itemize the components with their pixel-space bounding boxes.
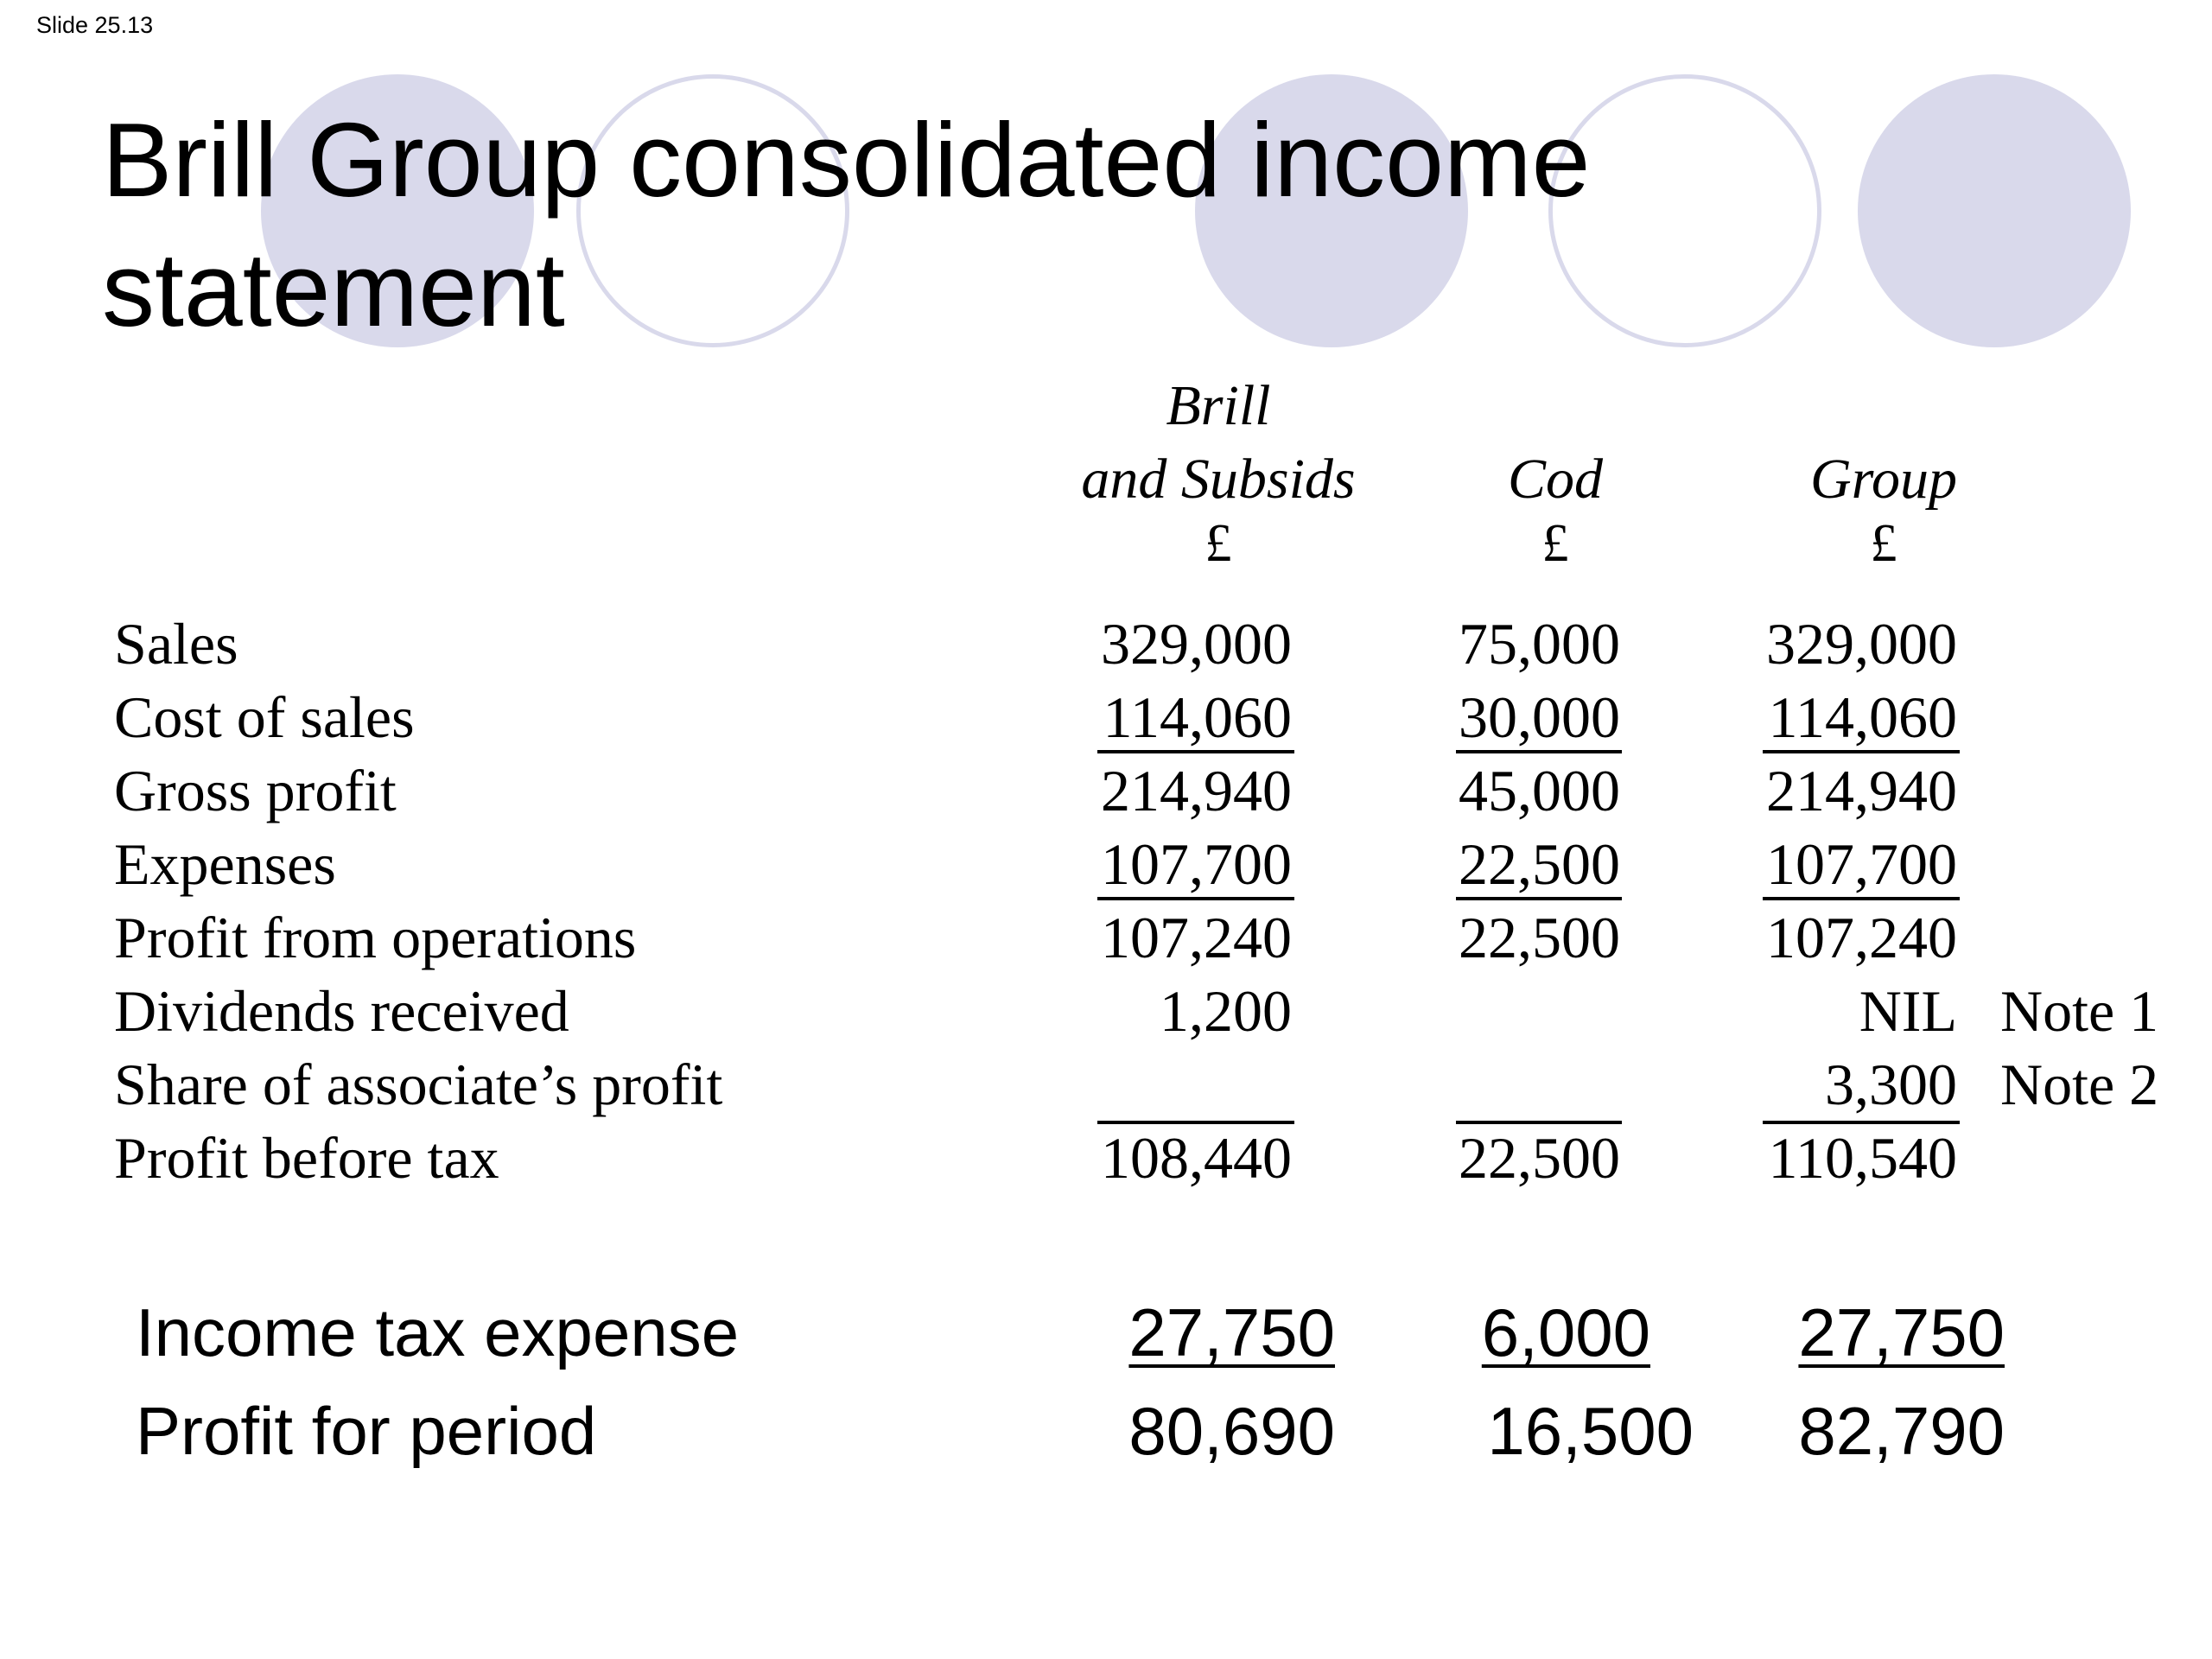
column-heading-cod: Cod (1507, 448, 1604, 511)
row-label: Cost of sales (114, 684, 415, 750)
subtotal-rule (1763, 750, 1960, 753)
row-label: Dividends received (114, 978, 569, 1044)
table-cell: 114,060 (1103, 684, 1292, 750)
table-cell: 30,000 (1459, 684, 1620, 750)
row-label: Share of associate’s profit (114, 1052, 723, 1117)
column-heading-brill-line2: and Subsids (1081, 448, 1356, 511)
subtotal-rule (1097, 897, 1294, 900)
column-heading-brill-line1: Brill (1166, 374, 1271, 437)
summary-cell (1046, 1291, 1335, 1374)
row-label: Profit from operations (114, 905, 637, 970)
note-label: Note 1 (2000, 978, 2159, 1044)
table-cell: 45,000 (1459, 758, 1620, 823)
decorative-circle-5 (1858, 74, 2131, 347)
table-cell: 1,200 (1160, 978, 1292, 1044)
row-label: Gross profit (114, 758, 397, 823)
subtotal-rule (1763, 897, 1960, 900)
subtotal-rule (1097, 750, 1294, 753)
summary-label: Income tax expense (136, 1294, 740, 1370)
table-cell: 214,940 (1766, 758, 1957, 823)
table-cell: 214,940 (1101, 758, 1292, 823)
table-cell: NIL (1859, 978, 1957, 1044)
table-cell: 108,440 (1101, 1125, 1292, 1191)
table-cell: 107,240 (1766, 905, 1957, 970)
summary-value: 80,690 (1128, 1393, 1335, 1469)
table-cell: 329,000 (1101, 611, 1292, 677)
table-cell: 75,000 (1459, 611, 1620, 677)
table-cell: 110,540 (1768, 1125, 1957, 1191)
table-cell: 22,500 (1459, 831, 1620, 897)
table-cell: 107,700 (1766, 831, 1957, 897)
currency-brill: £ (1205, 514, 1232, 573)
summary-value: 6,000 (1481, 1294, 1650, 1370)
summary-value: 82,790 (1798, 1393, 2005, 1469)
summary-label: Profit for period (136, 1393, 597, 1469)
summary-value: 27,750 (1798, 1294, 2005, 1370)
subtotal-rule (1456, 750, 1622, 753)
table-cell: 22,500 (1459, 1125, 1620, 1191)
currency-cod: £ (1541, 514, 1569, 573)
summary-value: 27,750 (1128, 1294, 1335, 1370)
summary-value: 16,500 (1487, 1393, 1694, 1469)
row-label: Sales (114, 611, 238, 677)
table-cell: 329,000 (1766, 611, 1957, 677)
subtotal-rule (1456, 897, 1622, 900)
column-heading-group: Group (1810, 448, 1957, 511)
row-label: Expenses (114, 831, 336, 897)
table-cell: 107,700 (1101, 831, 1292, 897)
summary-cell (1715, 1291, 2005, 1374)
table-cell: 114,060 (1768, 684, 1957, 750)
row-label: Profit before tax (114, 1125, 499, 1191)
table-cell: 22,500 (1459, 905, 1620, 970)
table-cell: 3,300 (1825, 1052, 1957, 1117)
summary-cell (1382, 1291, 1650, 1374)
slide-number: Slide 25.13 (36, 12, 154, 38)
table-cell: 107,240 (1101, 905, 1292, 970)
slide-title: Brill Group consolidated income statement (102, 101, 1591, 348)
note-label: Note 2 (2000, 1052, 2159, 1117)
currency-group: £ (1870, 514, 1897, 573)
